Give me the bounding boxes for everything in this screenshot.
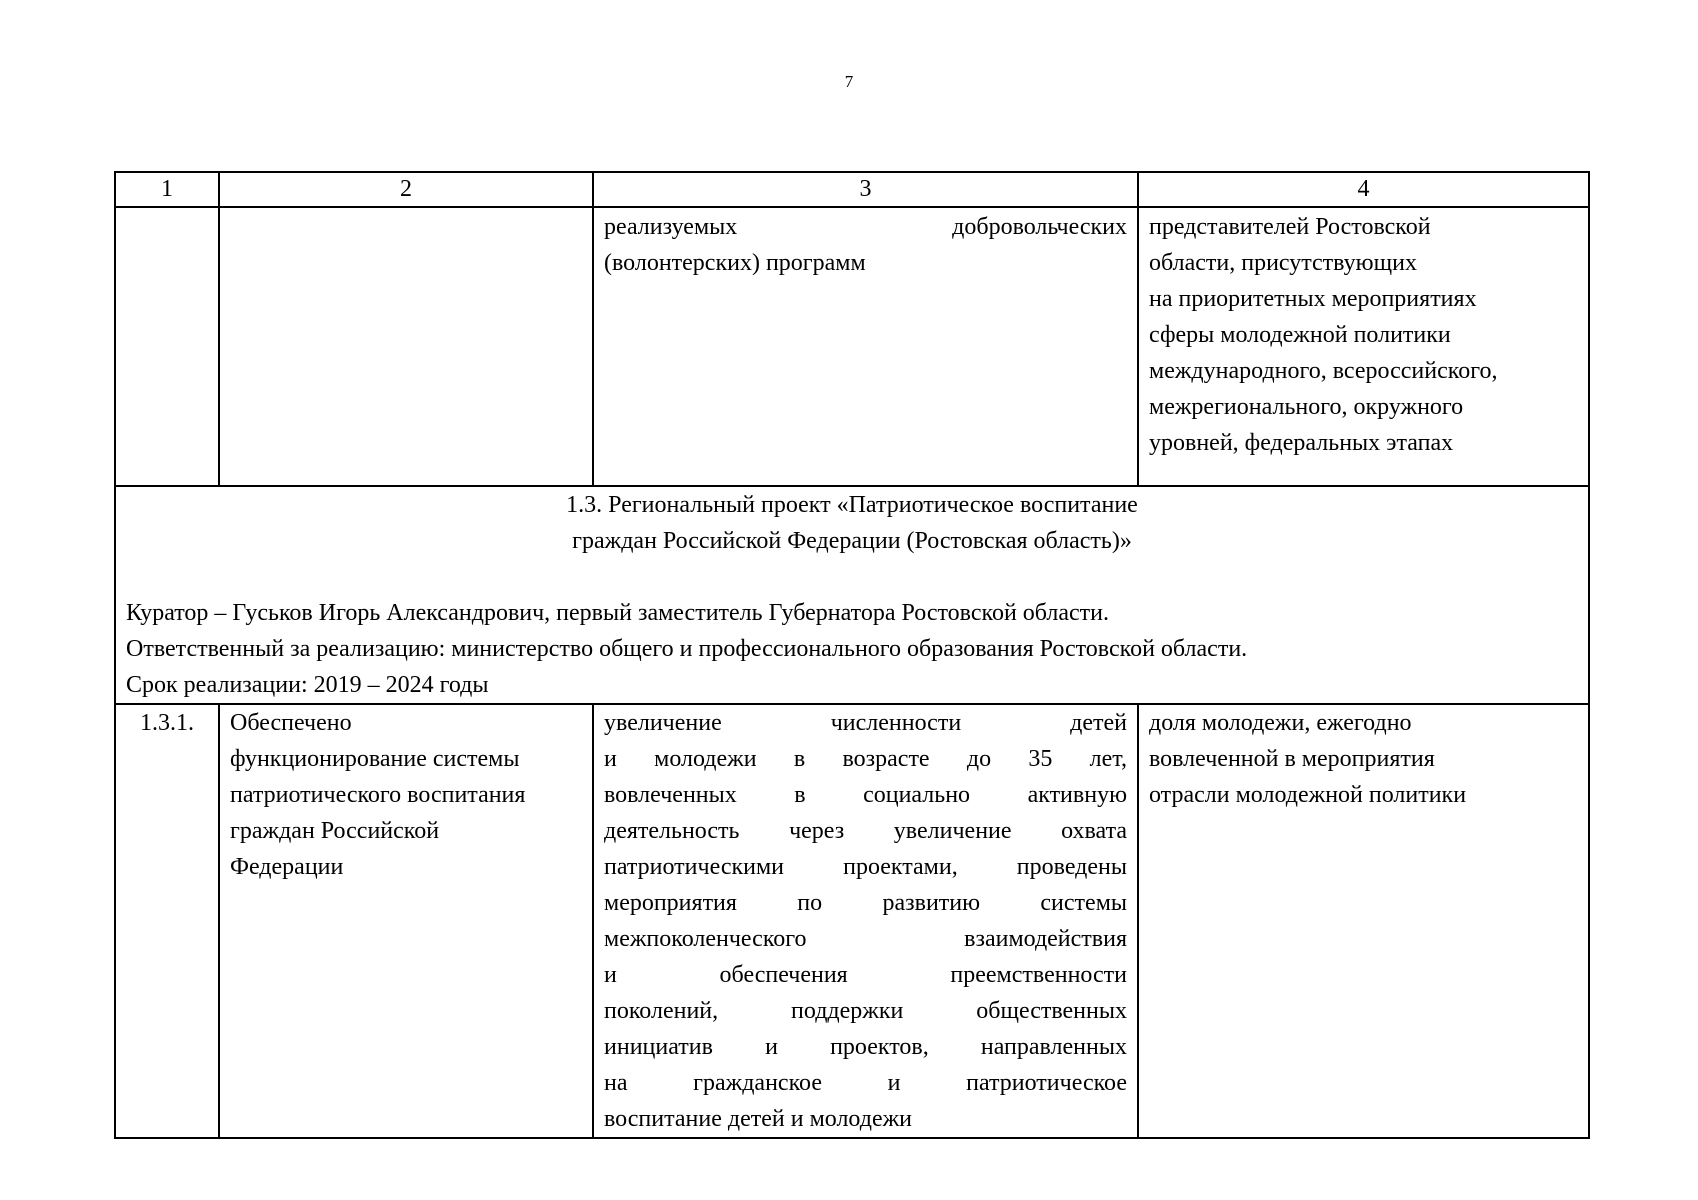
header-col-4: 4 — [1138, 172, 1589, 207]
header-col-2: 2 — [219, 172, 593, 207]
table-row-continuation — [115, 207, 1589, 486]
row-131-col-2-line: Обеспечено — [230, 710, 352, 736]
cont-col-4-line: уровней, федеральных этапах — [1149, 430, 1454, 456]
row-131-col-3-line: воспитание детей и молодежи — [604, 1106, 913, 1132]
section-responsible: Ответственный за реализацию: министерство общего и профессионального образования Ростовской области. — [126, 636, 1248, 662]
row-131-col-3-line: патриотическими проектами, проведены — [604, 854, 1127, 880]
table-header-row — [115, 172, 1589, 207]
section-title-line: граждан Российской Федерации (Ростовская область)» — [572, 528, 1132, 554]
section-row — [115, 486, 1589, 704]
row-131-col-2 — [219, 704, 593, 1138]
cont-col-4-line: межрегионального, окружного — [1149, 394, 1464, 420]
cont-col-3-line: (волонтерских) программ — [604, 250, 866, 276]
page-number: 7 — [844, 72, 854, 91]
row-number: 1.3.1. — [115, 704, 219, 1138]
row-131-col-3-line: увеличение численности детей — [604, 710, 1127, 736]
cont-col-3 — [593, 207, 1138, 486]
row-131-col-2-line: патриотического воспитания — [230, 782, 526, 808]
row-131-col-3-line: и обеспечения преемственности — [604, 962, 1127, 988]
section-term: Срок реализации: 2019 – 2024 годы — [126, 672, 489, 698]
row-131-col-4 — [1138, 704, 1589, 1138]
section-cell — [115, 486, 1589, 704]
row-131-col-3-line: деятельность через увеличение охвата — [604, 818, 1127, 844]
header-col-3: 3 — [593, 172, 1138, 207]
document-table — [114, 171, 1590, 1139]
cont-col-4-line: на приоритетных мероприятиях — [1149, 286, 1477, 312]
table-row-1-3-1 — [115, 704, 1589, 1138]
cont-col-4-line: области, присутствующих — [1149, 250, 1417, 276]
row-131-col-2-line: функционирование системы — [230, 746, 520, 772]
row-131-col-3-line: поколений, поддержки общественных — [604, 998, 1127, 1024]
row-131-col-3-line: на гражданское и патриотическое — [604, 1070, 1127, 1096]
row-131-col-3-line: межпоколенческого взаимодействия — [604, 926, 1127, 952]
section-curator: Куратор – Гуськов Игорь Александрович, первый заместитель Губернатора Ростовской области. — [126, 600, 1110, 626]
row-131-col-3 — [593, 704, 1138, 1138]
row-131-col-3-line: мероприятия по развитию системы — [604, 890, 1127, 916]
row-131-col-3-line: и молодежи в возрасте до 35 лет, — [604, 746, 1127, 772]
row-131-col-3-line: инициатив и проектов, направленных — [604, 1034, 1127, 1060]
row-131-col-4-line: доля молодежи, ежегодно — [1149, 710, 1412, 736]
cont-col-3-line: реализуемых добровольческих — [604, 214, 1127, 240]
cont-col-4-line: международного, всероссийского, — [1149, 358, 1498, 384]
section-title-line: 1.3. Региональный проект «Патриотическое воспитание — [566, 492, 1138, 518]
cont-col-4-line: представителей Ростовской — [1149, 214, 1431, 240]
cont-col-2 — [219, 207, 593, 486]
header-col-1: 1 — [115, 172, 219, 207]
cont-col-4 — [1138, 207, 1589, 486]
section-spacer — [126, 559, 1578, 595]
row-131-col-4-line: вовлеченной в мероприятия — [1149, 746, 1435, 772]
row-131-col-2-line: Федерации — [230, 854, 344, 880]
row-131-col-2-line: граждан Российской — [230, 818, 440, 844]
cont-col-1 — [115, 207, 219, 486]
row-131-col-3-line: вовлеченных в социально активную — [604, 782, 1127, 808]
row-131-col-4-line: отрасли молодежной политики — [1149, 782, 1467, 808]
cont-col-4-line: сферы молодежной политики — [1149, 322, 1451, 348]
